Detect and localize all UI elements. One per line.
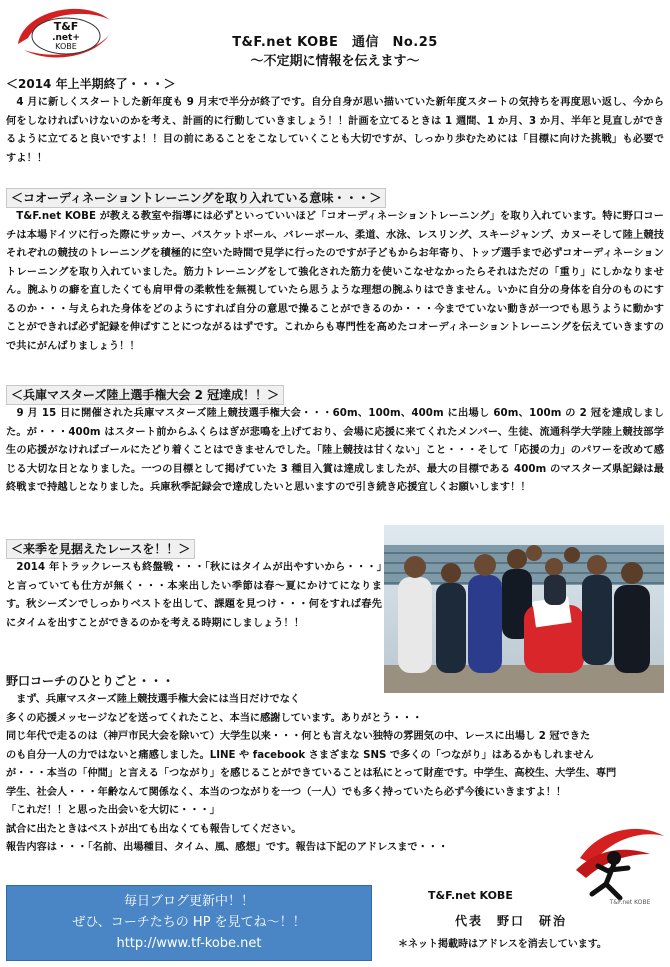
section-coach-monologue — [6, 671, 664, 858]
text-line: まず、兵庫マスターズ陸上競技選手権大会には当日だけでなく — [6, 694, 301, 705]
logo-text-3: KOBE — [55, 42, 77, 51]
text-line: 試合に出たときはベストが出ても出なくても報告してください。 — [6, 823, 302, 835]
section-first-half — [6, 74, 664, 168]
address-note: ＊ネット掲載時はアドレスを消去しています。 — [398, 939, 607, 950]
blog-banner — [6, 885, 372, 961]
section-heading: ＜兵庫マスターズ陸上選手権大会 2 冠達成！！＞ — [6, 385, 284, 405]
logo-text-2: .net+ — [52, 33, 80, 43]
section-masters — [6, 384, 664, 498]
signature-org: T&F.net KOBE — [428, 889, 513, 902]
text-line: 「これだ！！と思った出会いを大切に・・・」 — [6, 805, 220, 816]
section-heading: ＜2014 年上半期終了・・・＞ — [6, 77, 176, 91]
newsletter-subtitle: ～不定期に情報を伝えます～ — [250, 54, 420, 69]
banner-line: ぜひ、コーチたちの HP を見てね～！！ — [72, 915, 306, 930]
section-text: T&F.net KOBE が教える教室や指導には必ずといっていいほど「コオーディネーショントレーニング」を取り入れています。特に野口コーチは本場ドイツに行った際にサッカー、バスケットボール、バレーボール、柔道、水泳、レスリング、スキージャンプ、カヌーそして陸上競技それぞれの競技のトレーニングを積極的に空いた時間で見学に行ったのですが子どもからお年寄り、トップ選手まで必ずコオーディネーショントレーニングを取り入れていました。筋力トレーニングをして強化された筋力を使いこなせなかったらそれはただの「重り」にしかなりません。腕ふりの癖を直したくても肩甲骨の柔軟性を無視していたら思うような理想の腕ふりはできません。いかに自分の身体を自分のものにするのか・・・与えられた身体をどのようにすれば自分の意思で操ることができるのか・・・今までていない動きが一つでも思うように動かすことができれば必ず記録を伸ばすことにつながるはずです。これからも専門性を高めたコオーディネーショントレーニングを伝えていきますので共にがんばりましょう！！ — [6, 211, 664, 352]
runner-mascot-icon — [570, 818, 666, 918]
logo-text-1: T&F — [53, 20, 79, 33]
newsletter-title: T&F.net KOBE 通信 No.25 — [232, 35, 438, 50]
signature-representative: 代表 野口 研治 — [455, 914, 568, 928]
text-line: が・・・本当の「仲間」と言える「つながり」を感じることができていることは私にとって財産です。中学生、高校生、大学生、専門 — [6, 768, 617, 779]
section-heading: ＜来季を見据えたレースを！！＞ — [6, 539, 195, 559]
section-text: 9 月 15 日に開催された兵庫マスターズ陸上競技選手権大会・・・60m、100m、400m に出場し 60m、100m の 2 冠を達成しました。が・・・400m はスタート前からふくらはぎが悲鳴を上げており、会場に応援に来てくれたメンバー、生徒、流通科学大学陸上競技部学生の応援がなければゴールにたどり着くことはできませんでした。「陸上競技は甘くない」こと・・・そして「応援の力」のパワーを改めて感じる大切な日となりました。一つの目標として掲げていた 3 種目入賞は達成しましたが、最大の目標である 400m のマスターズ県記録は最終戦まで持越しとなりました。兵庫秋季記録会で達成したいと思いますので引き続き応援宜しくお願いします！！ — [6, 408, 664, 493]
text-line: 報告内容は・・・「名前、出場種目、タイム、風、感想」です。報告は下記のアドレスまで・・・ — [6, 842, 449, 853]
section-coordination — [6, 187, 664, 356]
section-text: 2014 年トラックレースも終盤戦・・・「秋にはタイムが出やすいから・・・」と言っていても仕方が無く・・・本来出したい季節は春～夏にかけてになります。秋シーズンでしっかりベストを出して、課題を見つけ・・・何をすれば春先にタイムを出すことができるのかを考える時期にしましょう！！ — [6, 562, 382, 629]
section-text: 4 月に新しくスタートした新年度も 9 月末で半分が終了です。自分自身が思い描いていた新年度スタートの気持ちを再度思い返し、今から何をしなければいけないのかを考え、計画的に行動していきましょう！！計画を立てるときは 1 週間、1 か月、3 か月、半年と見直しができるように立てると良いですよ！！目の前にあることをこなしていくことも大切ですが、しっかり歩むためには「目標に向けた挑戦」も必要ですよ！！ — [6, 97, 664, 164]
text-line: 学生、社会人・・・年齢なんて関係なく、本当のつながりを一つ（一人）でも多く持っていたら必ず今後にいきますよ！！ — [6, 786, 567, 798]
banner-line: 毎日ブログ更新中！！ — [123, 894, 254, 909]
mascot-caption: T&F.net KOBE — [609, 899, 651, 906]
section-heading: 野口コーチのひとりごと・・・ — [6, 674, 175, 688]
text-line: 同じ年代で走るのは（神戸市民大会を除いて）大学生以来・・・何とも言えない独特の雰囲気の中、レースに出場し 2 冠できた — [6, 731, 591, 742]
website-link[interactable]: http://www.tf-kobe.net — [116, 936, 262, 951]
team-photo — [384, 525, 664, 693]
text-line: のも自分一人の力ではないと痛感しました。LINE や facebook さまざまな SNS で多くの「つながり」はあるかもしれません — [6, 749, 594, 761]
text-line: 多くの応援メッセージなどを送ってくれたこと、本当に感謝しています。ありがとう・・・ — [6, 712, 423, 724]
tf-kobe-logo — [14, 4, 114, 62]
section-heading: ＜コオーディネーショントレーニングを取り入れている意味・・・＞ — [6, 188, 386, 208]
